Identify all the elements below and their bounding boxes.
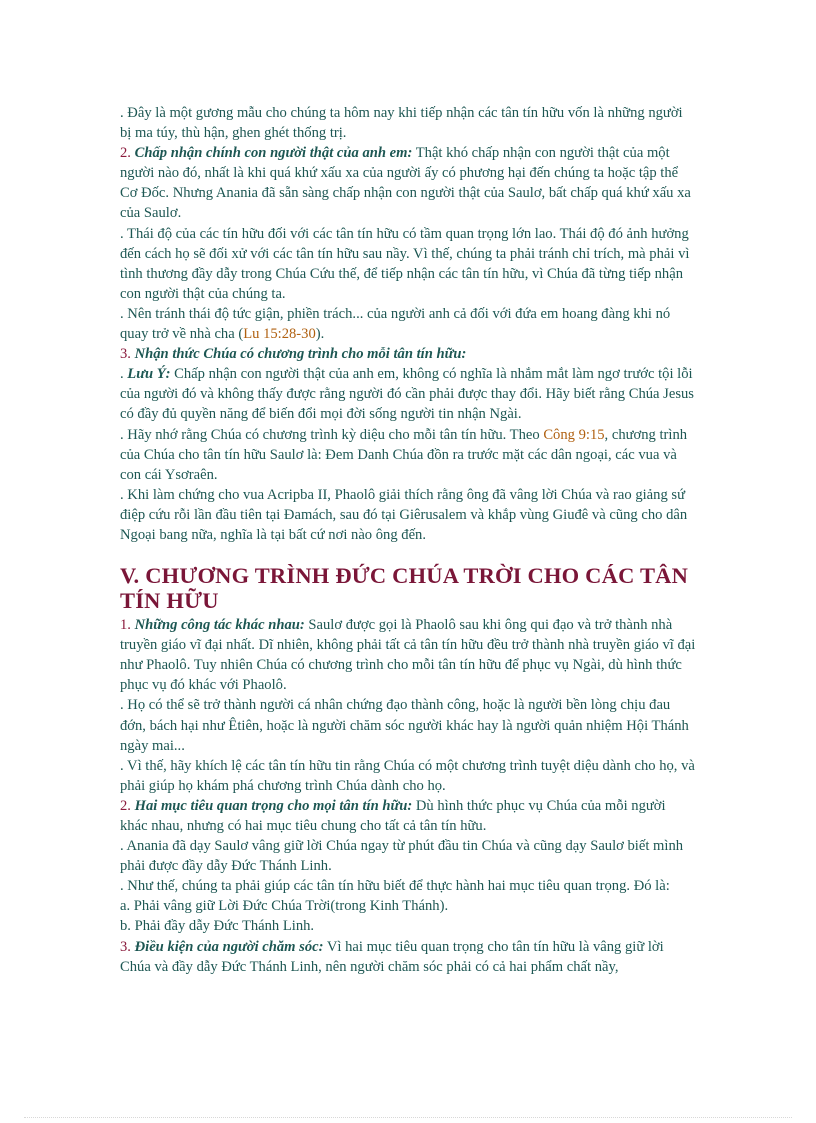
point-text: Thật khó chấp nhận con người thật của một người nào đó, nhất là khi quá khứ xấu xa của người ấy có phương hại đến chúng ta hoặc tập thể Cơ Đốc. Nhưng Anania đã sẵn sàng chấp nhận con người thật của Saulơ, bất chấp quá khứ xấu xa của Saulơ. (120, 145, 691, 222)
point-text: Saulơ được gọi là Phaolô sau khi ông qui đạo và trở thành nhà truyền giáo vĩ đại nhất. Dĩ nhiên, không phải tất cả tân tín hữu đều trở thành nhà truyền giáo vĩ đại như Phaolô. Tuy nhiên Chúa có chương trình cho mỗi tân tín hữu để phục vụ Ngài, dù hình thức phục vụ đó khác với Phaolô. (120, 617, 696, 694)
paragraph-note: . Lưu Ý: Chấp nhận con người thật của anh em, không có nghĩa là nhắm mắt làm ngơ trước tội lỗi của người đó và không thấy được rằng người đó cần phải được thay đổi. Hãy biết rằng Chúa Jesus có đầy đủ quyền năng để biến đổi mọi đời sống người tin nhận Ngài. (120, 366, 694, 423)
paragraph-text: ). (315, 326, 325, 343)
paragraph-help-practice: . Như thế, chúng ta phải giúp các tân tín hữu biết để thực hành hai mục tiêu quan trọng. Đó là: (120, 878, 670, 895)
paragraph-remember-plan (120, 425, 696, 485)
paragraph-text: . Nên tránh thái độ tức giận, phiền trách... của người anh cả đối với đứa em hoang đàng khi nó quay trở về nhà cha ( (120, 305, 671, 343)
point-text: Vì hai mục tiêu quan trọng cho tân tín hữu là vâng giữ lời Chúa và đầy dẫy Đức Thánh Linh, nên người chăm sóc phải có cả hai phẩm chất nầy, (120, 938, 664, 975)
point-two-goals (120, 796, 696, 836)
note-label: Lưu Ý: (127, 366, 171, 383)
paragraph-text: , chương trình của Chúa cho tân tín hữu Saulơ là: Đem Danh Chúa đồn ra trước mặt các dân ngoại, các vua và con cái Ysơraên. (120, 426, 688, 483)
paragraph-agrippa-testimony: . Khi làm chứng cho vua Acripba II, Phaolô giải thích rằng ông đã vâng lời Chúa và rao giảng sứ điệp cứu rỗi lần đầu tiên tại Đamách, sau đó tại Giêrusalem và khắp vùng Giuđê và cũng cho dân Ngoại bang nữa, nghĩa là tại bất cứ nơi nào ông đến. (120, 486, 688, 543)
point-heading: Những công tác khác nhau: (134, 617, 305, 634)
point-caregiver-conditions (120, 937, 696, 977)
list-item-a: a. Phải vâng giữ Lời Đức Chúa Trời(trong Kinh Thánh). (120, 898, 449, 915)
paragraph-avoid-anger (120, 304, 696, 344)
point-different-tasks (120, 615, 696, 695)
point-heading: Hai mục tiêu quan trọng cho mọi tân tín hữu: (134, 797, 413, 814)
list-item-b: b. Phải đầy dẫy Đức Thánh Linh. (120, 918, 315, 935)
point-number: 2. (120, 797, 131, 814)
scripture-reference-link[interactable]: Công 9:15 (543, 426, 605, 443)
paragraph-attitude: . Thái độ của các tín hữu đối với các tân tín hữu có tầm quan trọng lớn lao. Thái độ đó ảnh hưởng đến cách họ sẽ đối xử với các tân tín hữu sau nầy. Vì thế, chúng ta phải tránh chỉ trích, mà phải vì tình thương đầy dẫy trong Chúa Cứu thế, để tiếp nhận các tân tín hữu, vì Chúa đã từng tiếp nhận con người thật của chúng ta. (120, 225, 690, 302)
point-god-has-plan (120, 344, 696, 364)
paragraph-possible-roles: . Họ có thể sẽ trở thành người cá nhân chứng đạo thành công, hoặc là người bền lòng chịu đau đớn, bách hại như Êtiên, hoặc là người chăm sóc người khác hay là người quản nhiệm Hội Thánh ngày mai... (120, 697, 689, 754)
point-heading: Điều kiện của người chăm sóc: (134, 938, 324, 955)
point-number: 2. (120, 145, 131, 162)
paragraph-text: Chấp nhận con người thật của anh em, không có nghĩa là nhắm mắt làm ngơ trước tội lỗi của người đó và không thấy được rằng người đó cần phải được thay đổi. Hãy biết rằng Chúa Jesus có đầy đủ quyền năng để biến đổi mọi đời sống người tin nhận Ngài. (120, 366, 694, 423)
page-divider (24, 1117, 792, 1118)
scripture-reference-link[interactable]: Lu 15:28-30 (243, 326, 316, 343)
point-heading: Chấp nhận chính con người thật của anh em: (134, 145, 413, 162)
paragraph-anania-taught: . Anania đã dạy Saulơ vâng giữ lời Chúa ngay từ phút đầu tin Chúa và cũng dạy Saulơ biết mình phải được đầy dẫy Đức Thánh Linh. (120, 838, 684, 875)
paragraph-encourage: . Vì thế, hãy khích lệ các tân tín hữu tin rằng Chúa có một chương trình tuyệt diệu dành cho họ, và phải giúp họ khám phá chương trình Chúa dành cho họ. (120, 757, 695, 794)
point-number: 1. (120, 617, 131, 634)
point-accept-real-person (120, 143, 696, 223)
point-heading: Nhận thức Chúa có chương trình cho mỗi tân tín hữu: (134, 346, 467, 363)
point-number: 3. (120, 346, 131, 363)
paragraph-text: . Hãy nhớ rằng Chúa có chương trình kỳ diệu cho mỗi tân tín hữu. Theo (120, 426, 544, 443)
point-text: Dù hình thức phục vụ Chúa của mỗi người khác nhau, nhưng có hai mục tiêu chung cho tất cả tân tín hữu. (120, 797, 666, 834)
section-heading: V. CHƯƠNG TRÌNH ĐỨC CHÚA TRỜI CHO CÁC TÂN TÍN HỮU (120, 563, 689, 614)
paragraph-example: . Đây là một gương mẫu cho chúng ta hôm nay khi tiếp nhận các tân tín hữu vốn là những người bị ma túy, thù hận, ghen ghét thống trị. (120, 105, 683, 142)
point-number: 3. (120, 938, 131, 955)
